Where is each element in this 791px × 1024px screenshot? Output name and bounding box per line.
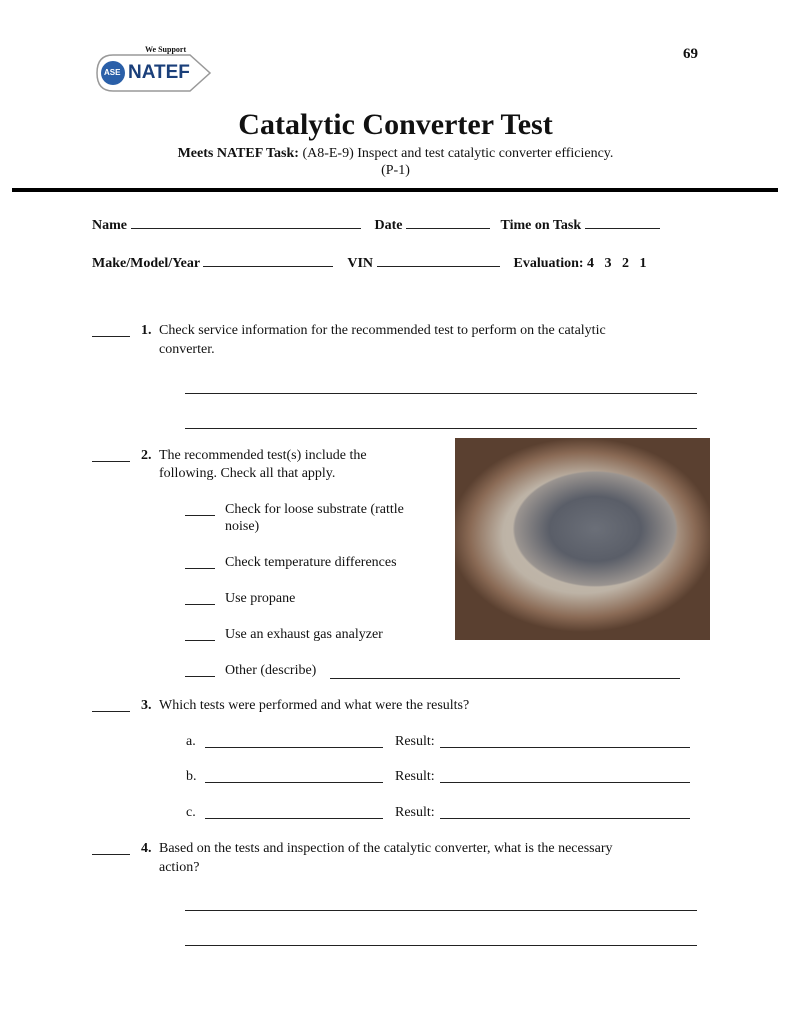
q1-answer-line[interactable] (185, 428, 697, 429)
q4-check-blank[interactable] (92, 854, 130, 855)
option-checkbox[interactable] (185, 515, 215, 516)
option-checkbox[interactable] (185, 640, 215, 641)
option-checkbox[interactable] (185, 568, 215, 569)
q4-answer-line[interactable] (185, 945, 697, 946)
name-field[interactable]: Name Date Time on Task (92, 216, 660, 234)
other-describe-line[interactable] (330, 678, 680, 679)
q2-check-blank[interactable] (92, 461, 130, 462)
page-title: Catalytic Converter Test (238, 108, 553, 141)
catalytic-converter-photo (455, 438, 710, 640)
task-code: (P-1) (381, 163, 410, 178)
option-checkbox[interactable] (185, 676, 215, 677)
test-line[interactable] (205, 747, 383, 748)
worksheet-page: 69 We Support ASE NATEF Catalytic Converter Test Meets NATEF Task: (A8-E-9) Inspect and test catalytic converter efficiency. (P-1) Name Date Time on Task Make/Model/Year VIN Evaluation: 4 3 2 1 1. Check service information for the recommended test to perform on the catalytic converter. 2. The recommended test(s) include the following. Check all that apply. Check for loose substrate (rattle noise) Check temperature differences Use propane Use an exhaust gas analyzer Other (describe) 3. Which tests were performed and what were the results? a. Result: b. Result: c. Result: 4. Based on the tests and inspection of the catalytic converter, what is the necessary action? (0, 0, 791, 1024)
vehicle-field[interactable]: Make/Model/Year VIN Evaluation: 4 3 2 1 (92, 256, 647, 271)
result-line[interactable] (440, 782, 690, 783)
page-number: 69 (683, 46, 698, 62)
test-line[interactable] (205, 782, 383, 783)
result-line[interactable] (440, 818, 690, 819)
option-checkbox[interactable] (185, 604, 215, 605)
result-line[interactable] (440, 747, 690, 748)
test-line[interactable] (205, 818, 383, 819)
evaluation-scores[interactable]: 4 3 2 1 (587, 256, 647, 271)
task-subtitle: Meets NATEF Task: (A8-E-9) Inspect and test catalytic converter efficiency. (177, 146, 614, 161)
q1-answer-line[interactable] (185, 393, 697, 394)
q4-answer-line[interactable] (185, 910, 697, 911)
q3-check-blank[interactable] (92, 711, 130, 712)
natef-logo: We Support ASE NATEF (95, 45, 213, 101)
q1-check-blank[interactable] (92, 336, 130, 337)
header-divider (12, 188, 778, 192)
